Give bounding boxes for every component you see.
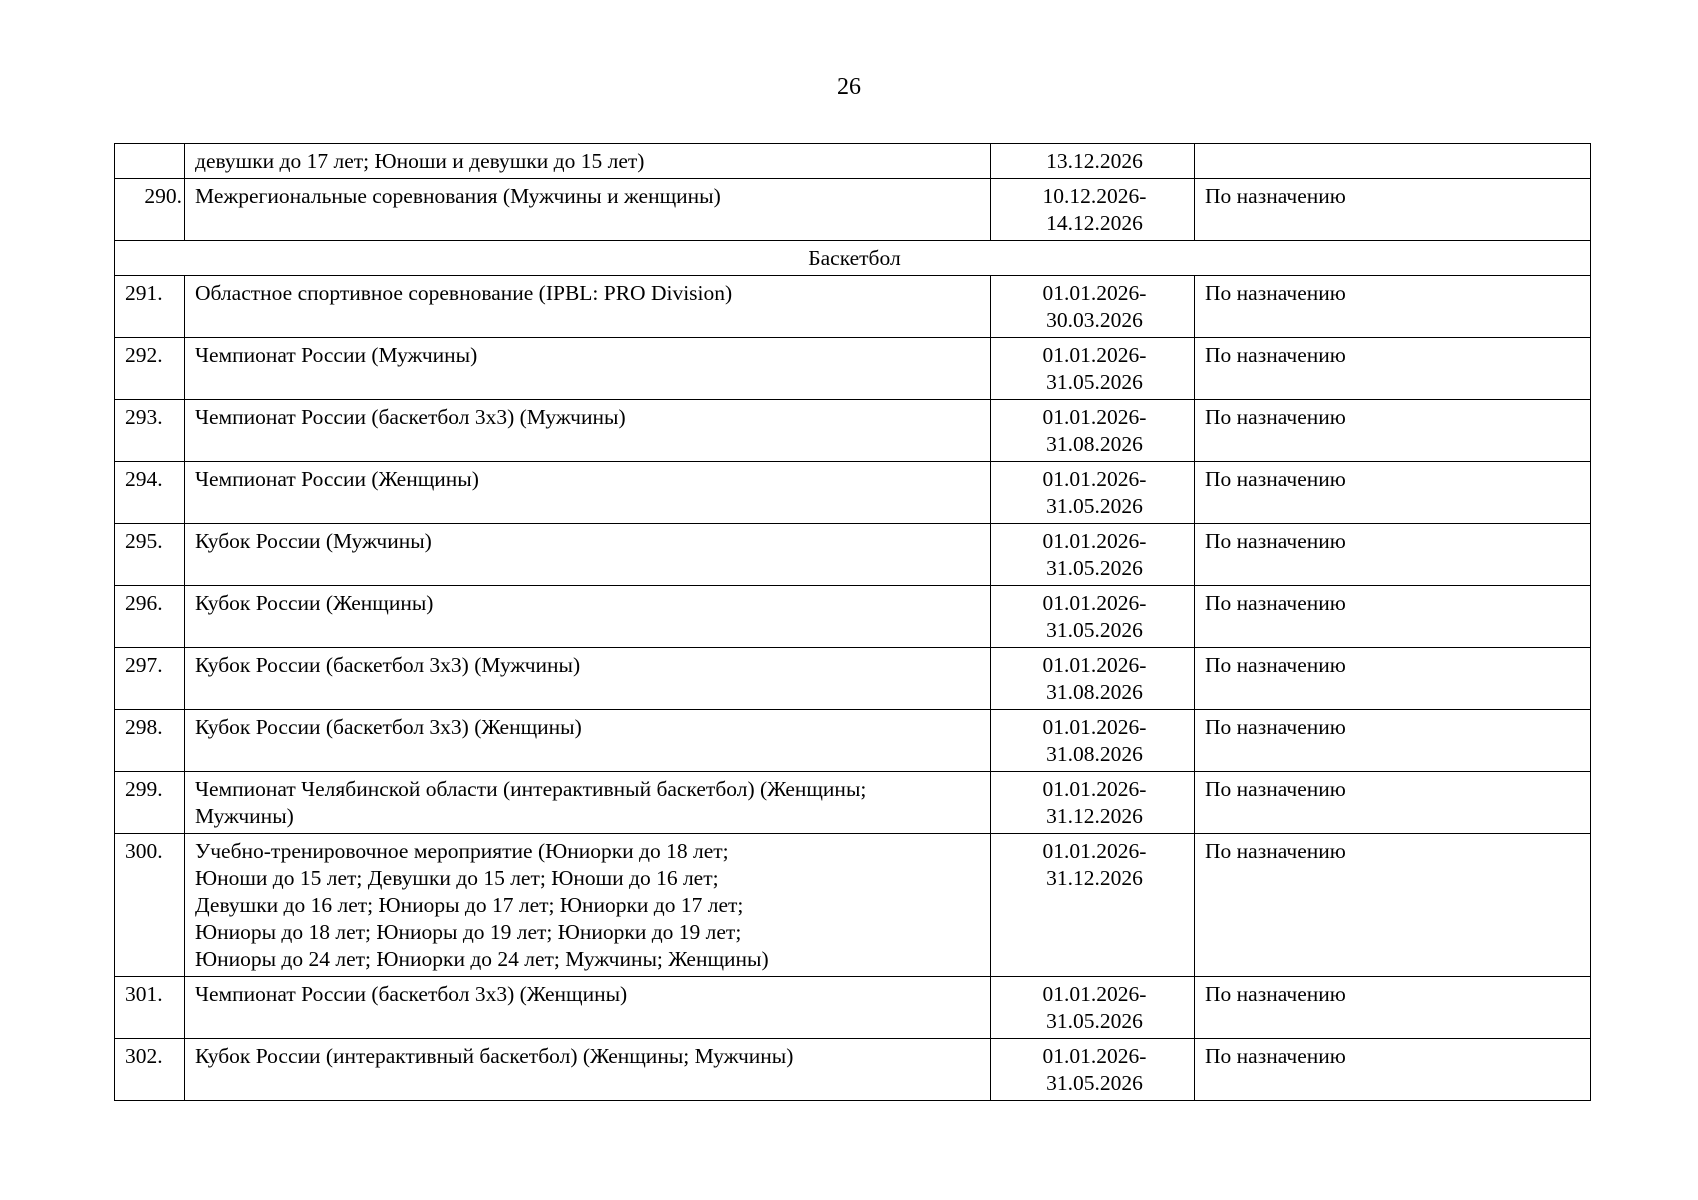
section-title: Баскетбол xyxy=(115,241,1591,276)
event-dates: 10.12.2026- 14.12.2026 xyxy=(991,179,1195,241)
event-dates: 01.01.2026- 31.05.2026 xyxy=(991,1039,1195,1101)
table-row xyxy=(115,524,1591,586)
event-name: Кубок России (Мужчины) xyxy=(185,524,991,586)
row-number: 290. xyxy=(115,179,185,241)
event-name: Кубок России (баскетбол 3x3) (Мужчины) xyxy=(185,648,991,710)
event-place: По назначению xyxy=(1195,462,1591,524)
row-number: 294. xyxy=(115,462,185,524)
table-row xyxy=(115,772,1591,834)
event-name: Межрегиональные соревнования (Мужчины и женщины) xyxy=(185,179,991,241)
events-table xyxy=(114,143,1591,1101)
row-number: 297. xyxy=(115,648,185,710)
event-place: По назначению xyxy=(1195,524,1591,586)
row-number: 292. xyxy=(115,338,185,400)
event-place: По назначению xyxy=(1195,1039,1591,1101)
event-dates: 01.01.2026- 31.05.2026 xyxy=(991,338,1195,400)
event-place: По назначению xyxy=(1195,338,1591,400)
event-dates: 01.01.2026- 31.12.2026 xyxy=(991,772,1195,834)
event-dates: 01.01.2026- 31.05.2026 xyxy=(991,586,1195,648)
row-number: 293. xyxy=(115,400,185,462)
event-name: Чемпионат России (Женщины) xyxy=(185,462,991,524)
event-name: девушки до 17 лет; Юноши и девушки до 15 лет) xyxy=(185,144,991,179)
event-name: Чемпионат России (баскетбол 3x3) (Мужчины) xyxy=(185,400,991,462)
event-name: Чемпионат Челябинской области (интерактивный баскетбол) (Женщины; Мужчины) xyxy=(185,772,991,834)
event-name: Кубок России (Женщины) xyxy=(185,586,991,648)
table-row xyxy=(115,710,1591,772)
event-dates: 01.01.2026- 31.08.2026 xyxy=(991,648,1195,710)
row-number: 295. xyxy=(115,524,185,586)
event-name: Учебно-тренировочное мероприятие (Юниорки до 18 лет; Юноши до 15 лет; Девушки до 15 лет; Юноши до 16 лет; Девушки до 16 лет; Юниоры до 17 лет; Юниорки до 17 лет; Юниоры до 18 лет; Юниоры до 19 лет; Юниорки до 19 лет; Юниоры до 24 лет; Юниорки до 24 лет; Мужчины; Женщины) xyxy=(185,834,991,977)
table-row xyxy=(115,834,1591,977)
event-place: По назначению xyxy=(1195,710,1591,772)
table-row xyxy=(115,400,1591,462)
event-dates: 13.12.2026 xyxy=(991,144,1195,179)
event-dates: 01.01.2026- 31.12.2026 xyxy=(991,834,1195,977)
event-place: По назначению xyxy=(1195,977,1591,1039)
event-name: Кубок России (интерактивный баскетбол) (Женщины; Мужчины) xyxy=(185,1039,991,1101)
row-number: 291. xyxy=(115,276,185,338)
event-dates: 01.01.2026- 31.05.2026 xyxy=(991,977,1195,1039)
event-dates: 01.01.2026- 31.05.2026 xyxy=(991,462,1195,524)
table-row xyxy=(115,462,1591,524)
row-number: 300. xyxy=(115,834,185,977)
event-place: По назначению xyxy=(1195,276,1591,338)
table-row xyxy=(115,276,1591,338)
event-dates: 01.01.2026- 30.03.2026 xyxy=(991,276,1195,338)
event-name: Областное спортивное соревнование (IPBL: PRO Division) xyxy=(185,276,991,338)
basketball-rows xyxy=(115,276,1591,1101)
event-dates: 01.01.2026- 31.08.2026 xyxy=(991,710,1195,772)
event-name: Чемпионат России (баскетбол 3x3) (Женщины) xyxy=(185,977,991,1039)
table-row xyxy=(115,648,1591,710)
event-place: По назначению xyxy=(1195,834,1591,977)
table-row xyxy=(115,977,1591,1039)
event-place: По назначению xyxy=(1195,648,1591,710)
event-dates: 01.01.2026- 31.08.2026 xyxy=(991,400,1195,462)
row-number: 298. xyxy=(115,710,185,772)
row-number: 296. xyxy=(115,586,185,648)
table-row xyxy=(115,338,1591,400)
event-place: По назначению xyxy=(1195,179,1591,241)
table-row xyxy=(115,179,1591,241)
event-place: По назначению xyxy=(1195,400,1591,462)
section-row xyxy=(115,241,1591,276)
row-number: 302. xyxy=(115,1039,185,1101)
page-number: 26 xyxy=(837,74,861,100)
table-row xyxy=(115,586,1591,648)
event-name: Кубок России (баскетбол 3x3) (Женщины) xyxy=(185,710,991,772)
event-place: По назначению xyxy=(1195,772,1591,834)
row-number: 301. xyxy=(115,977,185,1039)
event-place: По назначению xyxy=(1195,586,1591,648)
row-number xyxy=(115,144,185,179)
row-number: 299. xyxy=(115,772,185,834)
event-dates: 01.01.2026- 31.05.2026 xyxy=(991,524,1195,586)
table-row xyxy=(115,1039,1591,1101)
table-row xyxy=(115,144,1591,179)
event-name: Чемпионат России (Мужчины) xyxy=(185,338,991,400)
event-place xyxy=(1195,144,1591,179)
